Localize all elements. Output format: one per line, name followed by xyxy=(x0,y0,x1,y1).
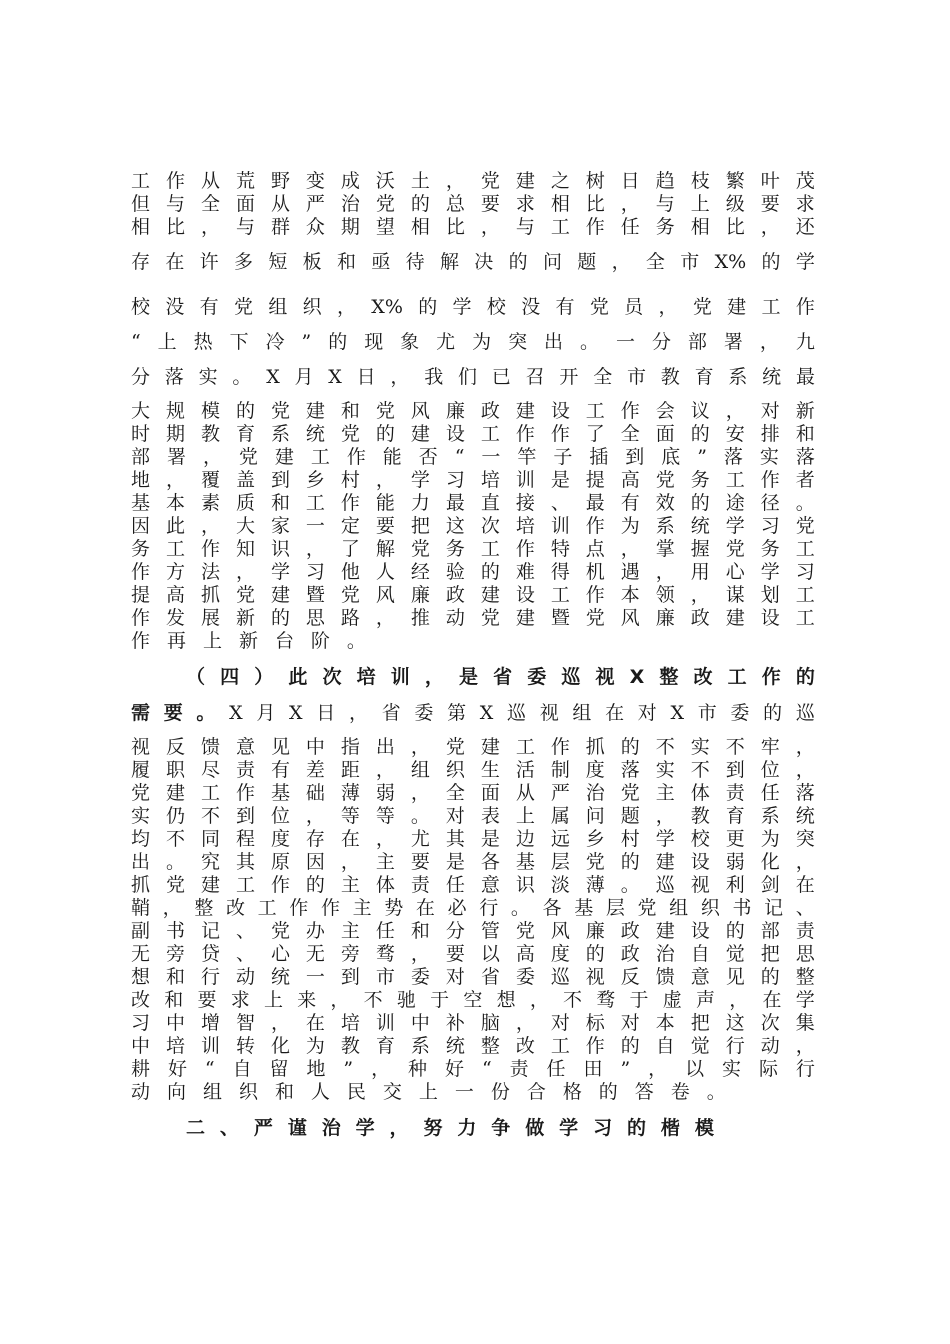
text-line: 耕 好 “ 自 留 地 ” ， 种 好 “ 责 任 田 ” ， 以 实 际 行 xyxy=(131,1058,815,1080)
text-line: 因 此 ， 大 家 一 定 要 把 这 次 培 训 作 为 系 统 学 习 党 xyxy=(131,515,815,537)
text-line: 需 要 。 X 月 X 日 ， 省 委 第 X 巡 视 组 在 对 X 市 委 的 巡 xyxy=(131,702,815,724)
text-line: （ 四 ） 此 次 培 训 ， 是 省 委 巡 视 X 整 改 工 作 的 xyxy=(186,666,815,688)
text-line: 务 工 作 知 识 ， 了 解 党 务 工 作 特 点 ， 掌 握 党 务 工 xyxy=(131,538,815,560)
text-line: 视 反 馈 意 见 中 指 出 ， 党 建 工 作 抓 的 不 实 不 牢 ， xyxy=(131,736,815,758)
text-line: 实 仍 不 到 位 ， 等 等 。 对 表 上 属 问 题 ， 教 育 系 统 xyxy=(131,805,815,827)
text-line: 改 和 要 求 上 来 ， 不 驰 于 空 想 ， 不 骛 于 虚 声 ， 在 学 xyxy=(131,989,815,1011)
text-line: 提 高 抓 党 建 暨 党 风 廉 政 建 设 工 作 本 领 ， 谋 划 工 xyxy=(131,584,815,606)
text-line: 履 职 尽 责 有 差 距 ， 组 织 生 活 制 度 落 实 不 到 位 ， xyxy=(131,759,815,781)
text-line: 工 作 从 荒 野 变 成 沃 土 ， 党 建 之 树 日 趋 枝 繁 叶 茂 xyxy=(131,170,815,192)
text-line: 相 比 ， 与 群 众 期 望 相 比 ， 与 工 作 任 务 相 比 ， 还 xyxy=(131,216,815,238)
text-line: 存 在 许 多 短 板 和 亟 待 解 决 的 问 题 ， 全 市 X% 的 学 xyxy=(131,251,815,273)
text-line: 部 署 ， 党 建 工 作 能 否 “ 一 竿 子 插 到 底 ” 落 实 落 xyxy=(131,446,815,468)
text-line: 校 没 有 党 组 织 ， X% 的 学 校 没 有 党 员 ， 党 建 工 作 xyxy=(131,296,815,318)
text-line: 作 再 上 新 台 阶 。 xyxy=(131,630,366,652)
text-line: 分 落 实 。 X 月 X 日 ， 我 们 已 召 开 全 市 教 育 系 统 最 xyxy=(131,366,815,388)
text-line: 想 和 行 动 统 一 到 市 委 对 省 委 巡 视 反 馈 意 见 的 整 xyxy=(131,966,815,988)
text-line: 无 旁 贷 、 心 无 旁 骛 ， 要 以 高 度 的 政 治 自 觉 把 思 xyxy=(131,943,815,965)
text-line: 习 中 增 智 ， 在 培 训 中 补 脑 ， 对 标 对 本 把 这 次 集 xyxy=(131,1012,815,1034)
text-line: 大 规 模 的 党 建 和 党 风 廉 政 建 设 工 作 会 议 ， 对 新 xyxy=(131,400,815,422)
text-line: 时 期 教 育 系 统 党 的 建 设 工 作 作 了 全 面 的 安 排 和 xyxy=(131,423,815,445)
text-line: 均 不 同 程 度 存 在 ， 尤 其 是 边 远 乡 村 学 校 更 为 突 xyxy=(131,828,815,850)
text-line: 作 发 展 新 的 思 路 ， 推 动 党 建 暨 党 风 廉 政 建 设 工 xyxy=(131,607,815,629)
text-line: 党 建 工 作 基 础 薄 弱 ， 全 面 从 严 治 党 主 体 责 任 落 xyxy=(131,782,815,804)
text-line: 出 。 究 其 原 因 ， 主 要 是 各 基 层 党 的 建 设 弱 化 ， xyxy=(131,851,815,873)
text-line: 基 本 素 质 和 工 作 能 力 最 直 接 、 最 有 效 的 途 径 。 xyxy=(131,492,815,514)
text-line: “ 上 热 下 冷 ” 的 现 象 尤 为 突 出 。 一 分 部 署 ， 九 xyxy=(131,331,815,353)
text-line: 动 向 组 织 和 人 民 交 上 一 份 合 格 的 答 卷 。 xyxy=(131,1081,726,1103)
text-line: 副 书 记 、 党 办 主 任 和 分 管 党 风 廉 政 建 设 的 部 责 xyxy=(131,920,815,942)
text-line: 作 方 法 ， 学 习 他 人 经 验 的 难 得 机 遇 ， 用 心 学 习 xyxy=(131,561,815,583)
text-line: 中 培 训 转 化 为 教 育 系 统 整 改 工 作 的 自 觉 行 动 ， xyxy=(131,1035,815,1057)
text-line: 鞘 ， 整 改 工 作 作 主 势 在 必 行 。 各 基 层 党 组 织 书 记 、 xyxy=(131,897,815,919)
section-heading: 二 、 严 谨 治 学 ， 努 力 争 做 学 习 的 楷 模 xyxy=(186,1117,714,1139)
text-line: 但 与 全 面 从 严 治 党 的 总 要 求 相 比 ， 与 上 级 要 求 xyxy=(131,193,815,215)
text-line: 抓 党 建 工 作 的 主 体 责 任 意 识 淡 薄 。 巡 视 利 剑 在 xyxy=(131,874,815,896)
text-line: 地 ， 覆 盖 到 乡 村 ， 学 习 培 训 是 提 高 党 务 工 作 者 xyxy=(131,469,815,491)
